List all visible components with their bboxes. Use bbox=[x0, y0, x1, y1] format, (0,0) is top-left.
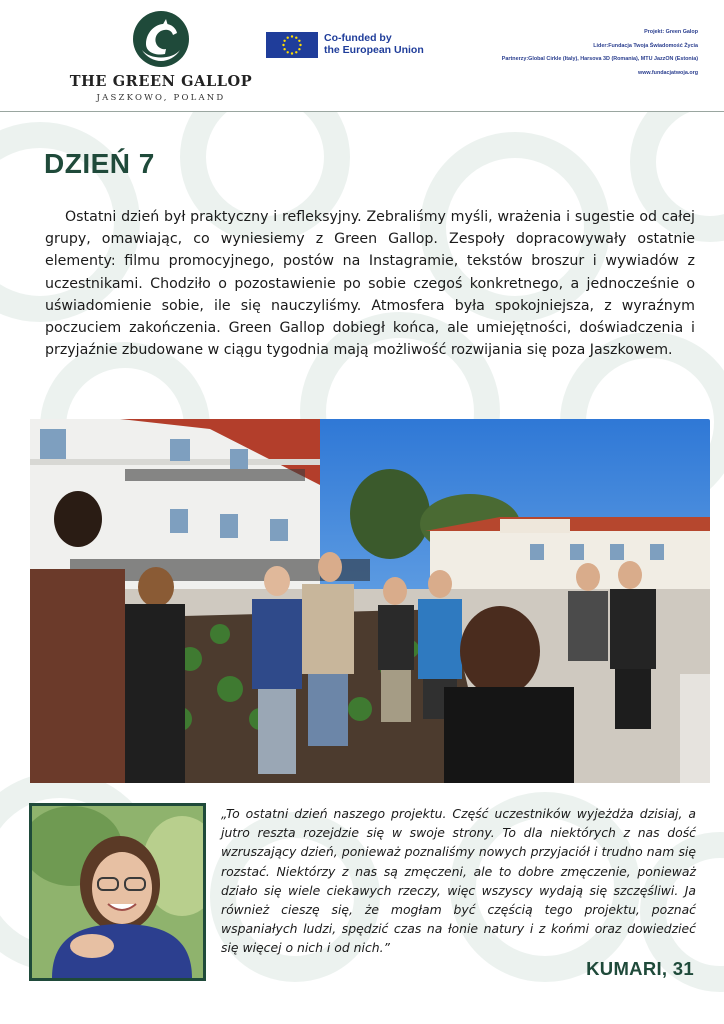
page-content bbox=[0, 112, 724, 1024]
participant-portrait bbox=[29, 803, 206, 981]
project-name: Projekt: Green Galop bbox=[644, 29, 698, 35]
project-info bbox=[458, 26, 698, 80]
day-title: DZIEŃ 7 bbox=[44, 148, 155, 179]
quote-author: KUMARI, 31 bbox=[586, 958, 694, 979]
eu-cofunded-label bbox=[324, 32, 424, 56]
participant-quote: „To ostatni dzień naszego projektu. Część uczestników wyjeżdża dzisiaj, a jutro reszta rozejdzie się w swoje strony. To dla niektórych z nas dość wzruszający dzień, ponieważ poznaliśmy nowych przyjaciół i trudno nam się rozstać. Niektórzy z nas są zmęczeni, ale to dobre zmęczenie, ponieważ działo się wiele ciekawych rzeczy, więc wszyscy wydają się szczęśliwi. Ja również cieszę się, że mogłam być częścią tego projektu, poznać wspaniałych ludzi, spędzić czas na łonie natury i z końmi oraz dowiedzieć się więcej o nich i od nich.” bbox=[221, 806, 696, 956]
group-photo bbox=[30, 419, 710, 783]
logo-location: JASZKOWO, POLAND bbox=[96, 93, 226, 103]
project-website: www.fundacjatwoja.org bbox=[638, 69, 698, 76]
eu-flag-icon bbox=[266, 32, 318, 58]
page-header bbox=[0, 0, 724, 112]
eu-line-1: Co-funded by bbox=[324, 32, 392, 44]
project-partners: Partnerzy:Global Cirkle (Italy), Harsova 3D (Romania), MTU JazzON (Estonia) bbox=[501, 56, 698, 62]
project-leader: Lider:Fundacja Twoja Świadomość Życia bbox=[593, 42, 698, 49]
eu-line-2: the European Union bbox=[324, 44, 424, 56]
horse-logo-icon bbox=[132, 10, 190, 68]
header-divider bbox=[0, 111, 724, 112]
logo-name: THE GREEN GALLOP bbox=[69, 73, 253, 90]
day-summary-text: Ostatni dzień był praktyczny i refleksyjny. Zebraliśmy myśli, wrażenia i sugestie od całej grupy, omawiając, co wyniesiemy z Green Gallop. Zespoły dopracowywały ostatnie elementy: filmu promocyjnego, postów na Instagramie, tekstów broszur i wywiadów z uczestnikami. Chodziło o pozostawienie po sobie czegoś konkretnego, a jednocześnie o uświadomienie sobie, ile się nauczyliśmy. Atmosfera była spokojniejsza, z wyraźnym poczuciem zakończenia. Green Gallop dobiegł końca, ale umiejętności, doświadczenia i przyjaźnie zbudowane w ciągu tygodnia mają możliwość rozwijania się poza Jaszkowem. bbox=[45, 209, 695, 359]
